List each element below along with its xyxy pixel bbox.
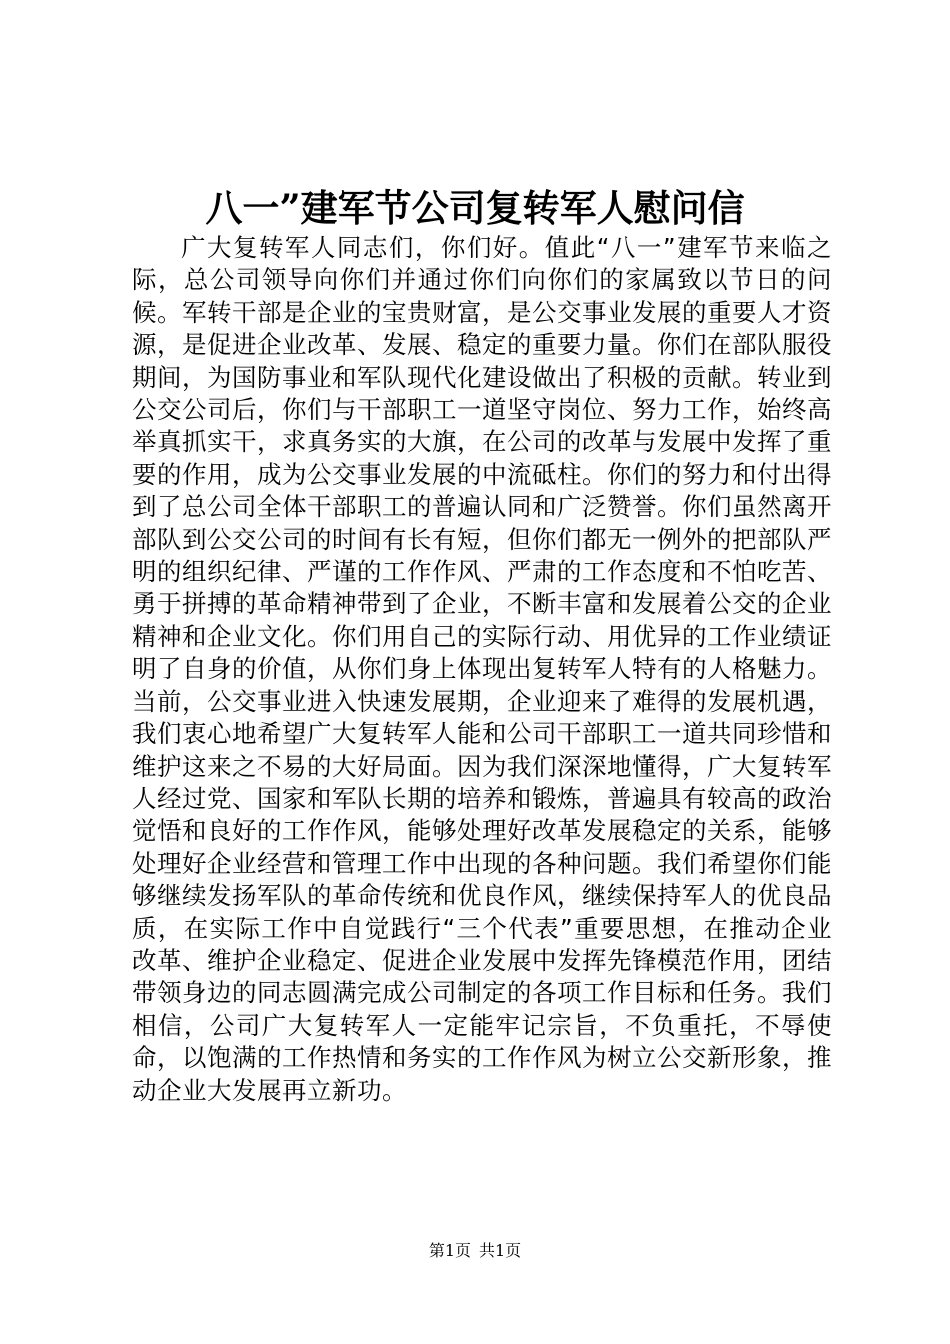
page-total: 共1页 xyxy=(479,1241,522,1260)
page-number: 第1页 xyxy=(428,1241,471,1260)
letter-body: 广大复转军人同志们，你们好。值此“八一”建军节来临之际，总公司领导向你们并通过你们向你们的家属致以节日的问候。军转干部是企业的宝贵财富，是公交事业发展的重要人才资源，是促进企业改革、发展、稳定的重要力量。你们在部队服役期间，为国防事业和军队现代化建设做出了积极的贡献。转业到公交公司后，你们与干部职工一道坚守岗位、努力工作，始终高举真抓实干，求真务实的大旗，在公司的改革与发展中发挥了重要的作用，成为公交事业发展的中流砥柱。你们的努力和付出得到了总公司全体干部职工的普遍认同和广泛赞誉。你们虽然离开部队到公交公司的时间有长有短，但你们都无一例外的把部队严明的组织纪律、严谨的工作作风、严肃的工作态度和不怕吃苦、勇于拼搏的革命精神带到了企业，不断丰富和发展着公交的企业精神和企业文化。你们用自己的实际行动、用优异的工作业绩证明了自身的价值，从你们身上体现出复转军人特有的人格魅力。当前，公交事业进入快速发展期，企业迎来了难得的发展机遇，我们衷心地希望广大复转军人能和公司干部职工一道共同珍惜和维护这来之不易的大好局面。因为我们深深地懂得，广大复转军人经过党、国家和军队长期的培养和锻炼，普遍具有较高的政治觉悟和良好的工作作风，能够处理好改革发展稳定的关系，能够处理好企业经营和管理工作中出现的各种问题。我们希望你们能够继续发扬军队的革命传统和优良作风，继续保持军人的优良品质，在实际工作中自觉践行“三个代表”重要思想，在推动企业改革、维护企业稳定、促进企业发展中发挥先锋模范作用，团结带领身边的同志圆满完成公司制定的各项工作目标和任务。我们相信，公司广大复转军人一定能牢记宗旨，不负重托，不辱使命，以饱满的工作热情和务实的工作作风为树立公交新形象，推动企业大发展再立新功。 xyxy=(132,233,832,1105)
page-footer xyxy=(0,1240,950,1262)
letter-title: 八一”建军节公司复转军人慰问信 xyxy=(205,186,745,230)
